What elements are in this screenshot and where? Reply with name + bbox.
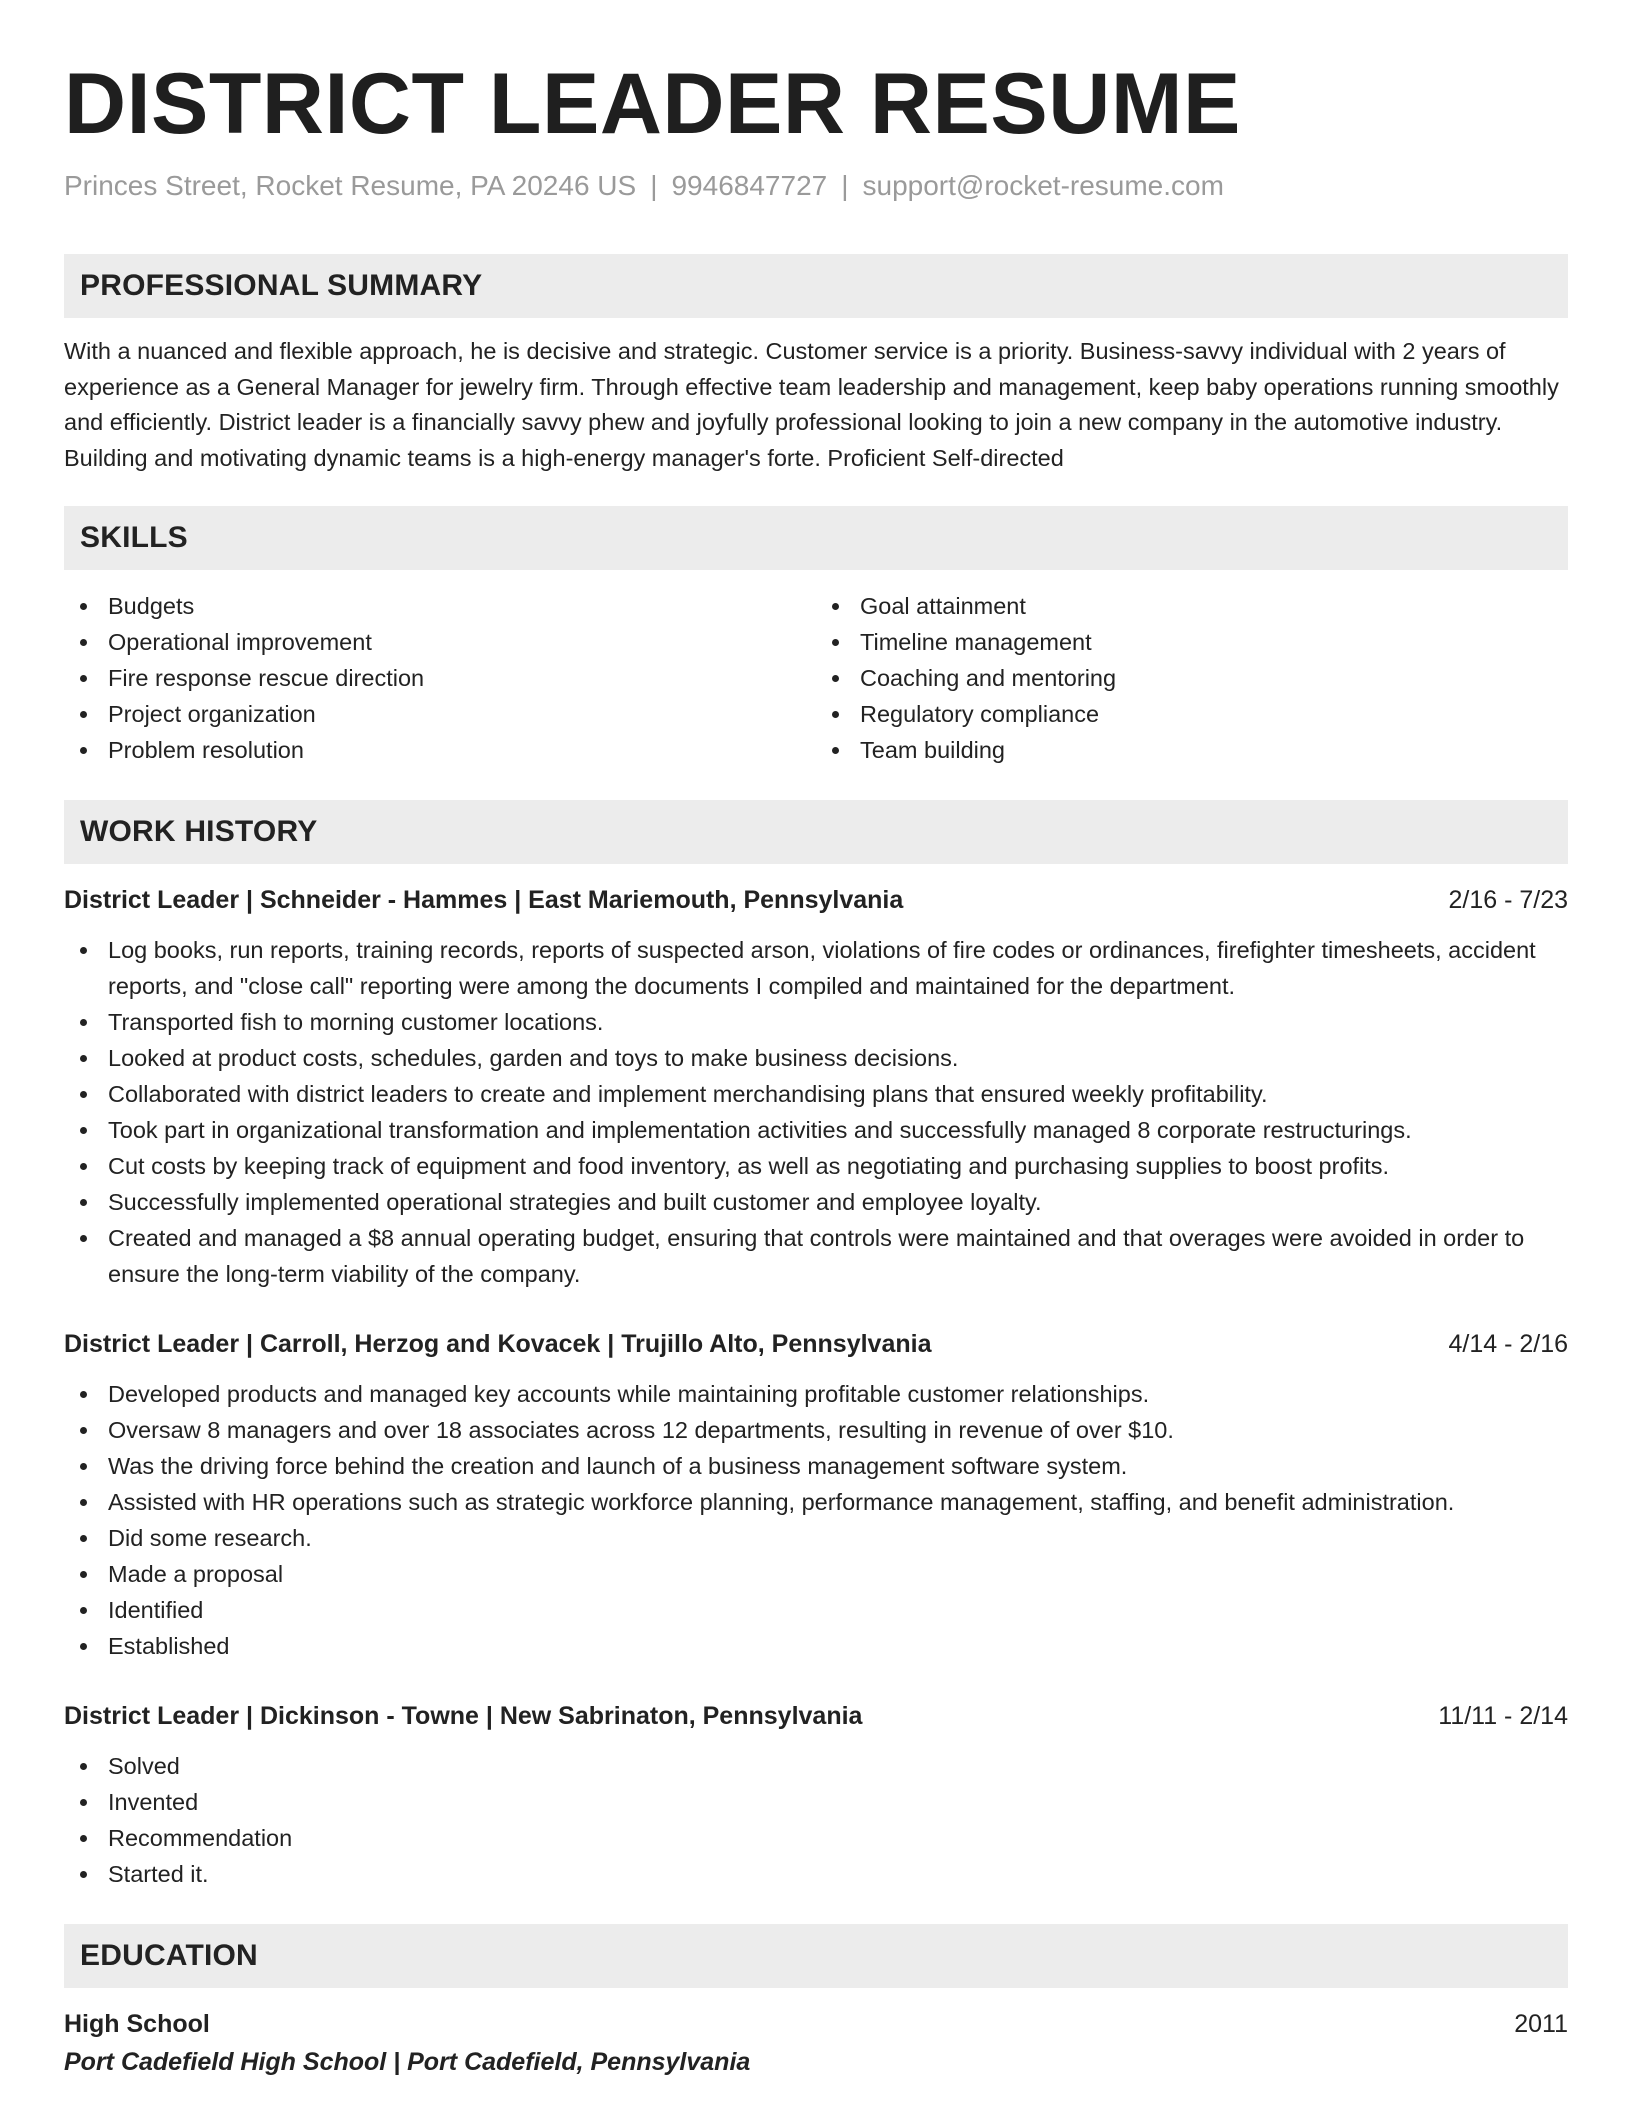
- job-dates: 11/11 - 2/14: [1438, 1702, 1568, 1730]
- job-bullet-list: [64, 932, 1568, 1292]
- job-bullet: Assisted with HR operations such as strategic workforce planning, performance management, staffing, and benefit administration.: [64, 1484, 1568, 1520]
- education-degree: High School: [64, 2010, 210, 2038]
- job-bullet-list: [64, 1376, 1568, 1664]
- job-bullet: Created and managed a $8 annual operating budget, ensuring that controls were maintained and that overages were avoided in order to ensure the long-term viability of the company.: [64, 1220, 1568, 1292]
- job-bullet: Started it.: [64, 1856, 1568, 1892]
- job-bullet: Invented: [64, 1784, 1568, 1820]
- job-heading-line: [64, 1698, 1568, 1734]
- job-title: District Leader | Carroll, Herzog and Kovacek | Trujillo Alto, Pennsylvania: [64, 1330, 932, 1358]
- job-entry: [64, 1698, 1568, 1892]
- job-bullet: Did some research.: [64, 1520, 1568, 1556]
- contact-line: [64, 168, 1568, 204]
- summary-text: With a nuanced and flexible approach, he is decisive and strategic. Customer service is a priority. Business-savvy individual with 2 years of experience as a General Manager for jewelry firm. Through effective team leadership and management, keep baby operations running smoothly and efficiently. District leader is a financially savvy phew and joyfully professional looking to join a new company in the automotive industry. Building and motivating dynamic teams is a high-energy manager's forte. Proficient Self-directed: [64, 338, 1559, 471]
- job-heading-line: [64, 882, 1568, 918]
- summary-section-header: PROFESSIONAL SUMMARY: [64, 254, 1568, 318]
- phone-text: 9946847727: [671, 170, 828, 201]
- job-bullet: Was the driving force behind the creation and launch of a business management software system.: [64, 1448, 1568, 1484]
- education-year: 2011: [1514, 2010, 1568, 2038]
- job-title: District Leader | Schneider - Hammes | East Mariemouth, Pennsylvania: [64, 886, 904, 914]
- education-heading-line: [64, 2006, 1568, 2042]
- skill-item: Team building: [816, 732, 1568, 768]
- email-text: support@rocket-resume.com: [862, 170, 1224, 201]
- skill-item: Operational improvement: [64, 624, 816, 660]
- job-bullet: Developed products and managed key accounts while maintaining profitable customer relationships.: [64, 1376, 1568, 1412]
- resume-title: DISTRICT LEADER RESUME: [64, 56, 1241, 152]
- job-bullet: Successfully implemented operational strategies and built customer and employee loyalty.: [64, 1184, 1568, 1220]
- job-entry: [64, 1326, 1568, 1664]
- job-bullet: Transported fish to morning customer locations.: [64, 1004, 1568, 1040]
- skill-item: Regulatory compliance: [816, 696, 1568, 732]
- job-bullet: Oversaw 8 managers and over 18 associates across 12 departments, resulting in revenue of over $10.: [64, 1412, 1568, 1448]
- job-bullet: Log books, run reports, training records, reports of suspected arson, violations of fire codes or ordinances, firefighter timesheets, accident reports, and "close call" reporting were among the documents I compiled and maintained for the department.: [64, 932, 1568, 1004]
- job-bullet-list: [64, 1748, 1568, 1892]
- skill-item: Budgets: [64, 588, 816, 624]
- job-bullet: Cut costs by keeping track of equipment and food inventory, as well as negotiating and purchasing supplies to boost profits.: [64, 1148, 1568, 1184]
- job-bullet: Took part in organizational transformation and implementation activities and successfully managed 8 corporate restructurings.: [64, 1112, 1568, 1148]
- education-entry: [64, 2006, 1568, 2080]
- job-heading-line: [64, 1326, 1568, 1362]
- skills-section-header: SKILLS: [64, 506, 1568, 570]
- skill-item: Fire response rescue direction: [64, 660, 816, 696]
- skills-grid: [64, 588, 1568, 768]
- skill-item: Problem resolution: [64, 732, 816, 768]
- contact-separator: |: [841, 170, 849, 201]
- job-bullet: Looked at product costs, schedules, garden and toys to make business decisions.: [64, 1040, 1568, 1076]
- job-title: District Leader | Dickinson - Towne | New Sabrinaton, Pennsylvania: [64, 1702, 863, 1730]
- job-dates: 4/14 - 2/16: [1448, 1330, 1568, 1358]
- job-bullet: Identified: [64, 1592, 1568, 1628]
- skill-item: Goal attainment: [816, 588, 1568, 624]
- skills-column-right: [816, 588, 1568, 768]
- skill-item: Coaching and mentoring: [816, 660, 1568, 696]
- education-section-header: EDUCATION: [64, 1924, 1568, 1988]
- job-dates: 2/16 - 7/23: [1448, 886, 1568, 914]
- contact-separator: |: [650, 170, 658, 201]
- address-text: Princes Street, Rocket Resume, PA 20246 US: [64, 170, 637, 201]
- work-history-section-header: WORK HISTORY: [64, 800, 1568, 864]
- skill-item: Project organization: [64, 696, 816, 732]
- skill-item: Timeline management: [816, 624, 1568, 660]
- job-bullet: Made a proposal: [64, 1556, 1568, 1592]
- job-bullet: Established: [64, 1628, 1568, 1664]
- job-bullet: Solved: [64, 1748, 1568, 1784]
- skills-column-left: [64, 588, 816, 768]
- job-entry: [64, 882, 1568, 1292]
- job-bullet: Collaborated with district leaders to create and implement merchandising plans that ensured weekly profitability.: [64, 1076, 1568, 1112]
- education-school: Port Cadefield High School | Port Cadefield, Pennsylvania: [64, 2048, 751, 2076]
- job-bullet: Recommendation: [64, 1820, 1568, 1856]
